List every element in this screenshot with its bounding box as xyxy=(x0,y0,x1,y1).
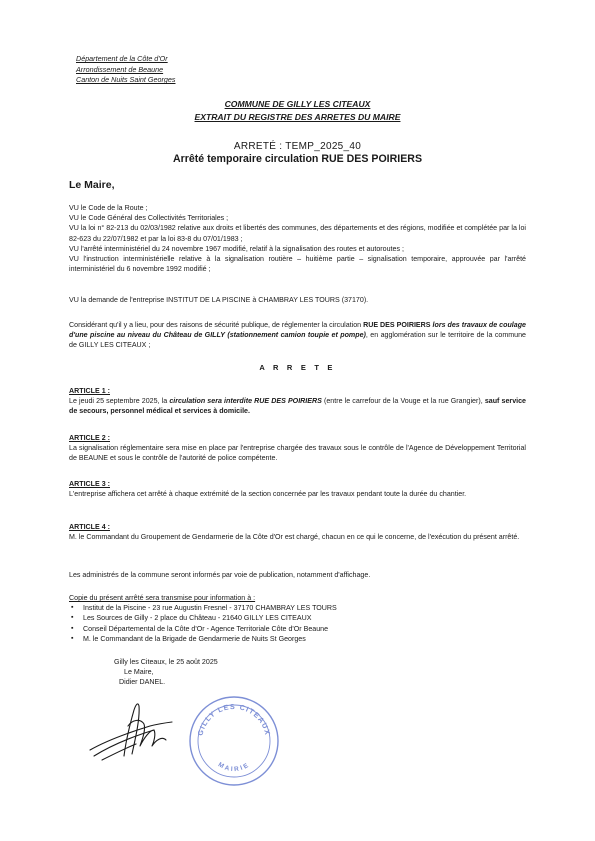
article-1-heading: ARTICLE 1 : xyxy=(69,387,110,395)
commune-title: COMMUNE DE GILLY LES CITEAUX xyxy=(224,99,371,109)
arrete-number: ARRETÉ : TEMP_2025_40 xyxy=(233,141,362,152)
arrondissement-line: Arrondissement de Beaune xyxy=(76,64,164,74)
handwritten-signature xyxy=(84,690,180,774)
article-2 xyxy=(69,433,526,464)
considerant-works: lors des travaux de coulage d'une piscine au niveau du Château de GILLY (stationnement camion toupie et pompe) xyxy=(69,321,526,340)
article-1-date: Le jeudi 25 septembre 2025, la xyxy=(69,397,170,406)
town-seal-stamp xyxy=(186,693,282,789)
signoff-block xyxy=(114,657,218,688)
article-3-heading: ARTICLE 3 : xyxy=(69,480,110,488)
article-1-exceptions: sauf service de secours, personnel médical et services à domicile. xyxy=(69,397,526,416)
svg-text:MAIRIE xyxy=(217,761,252,773)
considerant-end: , en agglomération sur le territoire de la commune de GILLY LES CITEAUX ; xyxy=(69,331,526,350)
visa-line: VU le Code de la Route ; xyxy=(69,204,148,212)
visas-block xyxy=(69,203,526,274)
article-2-text: La signalisation réglementaire sera mise en place par l'entreprise chargée des travaux sous le contrôle de l'Agence de Développement Territorial de BEAUNE et sous le contrôle de l'autorité de police compétente. xyxy=(69,444,526,463)
visa-line: VU l'arrêté interministériel du 24 novembre 1967 modifié, relatif à la signalisation des routes et autoroutes ; xyxy=(69,244,404,253)
place-date: Gilly les Citeaux, le 25 août 2025 xyxy=(114,658,218,666)
article-3-text: L'entreprise affichera cet arrêté à chaque extrémité de la section concernée par les travaux pendant toute la durée du chantier. xyxy=(69,490,467,499)
article-1-section: (entre le carrefour de la Vouge et la rue Grangier), xyxy=(321,397,485,406)
considerant-text: Considérant qu'il y a lieu, pour des raisons de sécurité publique, de réglementer la circulation xyxy=(69,321,364,329)
maire-heading: Le Maire, xyxy=(69,179,115,191)
distribution-heading xyxy=(69,593,526,603)
publication-notice: Les administrés de la commune seront informés par voie de publication, notamment d'affichage. xyxy=(69,571,371,579)
distribution-block xyxy=(69,593,526,644)
article-1 xyxy=(69,386,526,417)
signoff-role: Le Maire, xyxy=(124,668,154,677)
arrete-title: Arrêté temporaire circulation RUE DES POIRIERS xyxy=(172,153,423,165)
seal-top-text: GILLY LES CITEAUX xyxy=(195,701,273,737)
visa-line: VU l'instruction interministérielle relative à la signalisation routière – huitième partie – signalisation temporaire, approuvée par l'arrêté interministériel du 6 novembre 1992 modifié ; xyxy=(69,255,526,274)
list-item: ▪ Les Sources de Gilly - 2 place du Château - 21640 GILLY LES CITEAUX xyxy=(83,613,526,623)
signoff-name: Didier DANEL. xyxy=(119,678,166,687)
registre-title: EXTRAIT DU REGISTRE DES ARRETES DU MAIRE xyxy=(194,112,401,122)
article-3 xyxy=(69,479,526,499)
article-4-heading: ARTICLE 4 : xyxy=(69,523,110,531)
considerant-paragraph xyxy=(69,320,526,351)
visa-line: VU le Code Général des Collectivités Territoriales ; xyxy=(69,214,229,223)
departement-line: Département de la Côte d'Or xyxy=(76,54,168,63)
administrative-header xyxy=(76,54,176,86)
list-item: ▪ Conseil Départemental de la Côte d'Or - Agence Territoriale Côte d'Or Beaune xyxy=(83,624,526,634)
arrete-heading: A R R E T E xyxy=(259,363,336,372)
article-4 xyxy=(69,522,526,542)
article-1-interdiction: circulation sera interdite RUE DES POIRIERS xyxy=(169,397,322,406)
article-2-heading: ARTICLE 2 : xyxy=(69,434,110,442)
seal-bottom-text: MAIRIE xyxy=(216,761,252,774)
article-4-text: M. le Commandant du Groupement de Gendarmerie de la Côte d'Or est chargé, chacun en ce qui le concerne, de l'exécution du présent arrêté. xyxy=(69,533,520,542)
considerant-street: RUE DES POIRIERS xyxy=(363,321,431,329)
distribution-heading-text: Copie du présent arrêté sera transmise pour information à : xyxy=(69,594,256,602)
list-item: ▪ Institut de la Piscine - 23 rue Augustin Fresnel - 37170 CHAMBRAY LES TOURS xyxy=(83,603,526,613)
distribution-list xyxy=(69,603,526,644)
visa-line: VU la loi n° 82-213 du 02/03/1982 relative aux droits et libertés des communes, des départements et des régions, modifiée et complétée par la loi 82-623 du 22/07/1982 et par la loi 83-8 du 07/01/1983 ; xyxy=(69,224,526,243)
article-1-text xyxy=(69,396,526,416)
canton-line: Canton de Nuits Saint Georges xyxy=(76,75,176,84)
commune-heading xyxy=(0,98,595,124)
list-item: ▪ M. le Commandant de la Brigade de Gendarmerie de Nuits St Georges xyxy=(83,634,526,644)
visa-demande: VU la demande de l'entreprise INSTITUT DE LA PISCINE à CHAMBRAY LES TOURS (37170). xyxy=(69,296,369,304)
